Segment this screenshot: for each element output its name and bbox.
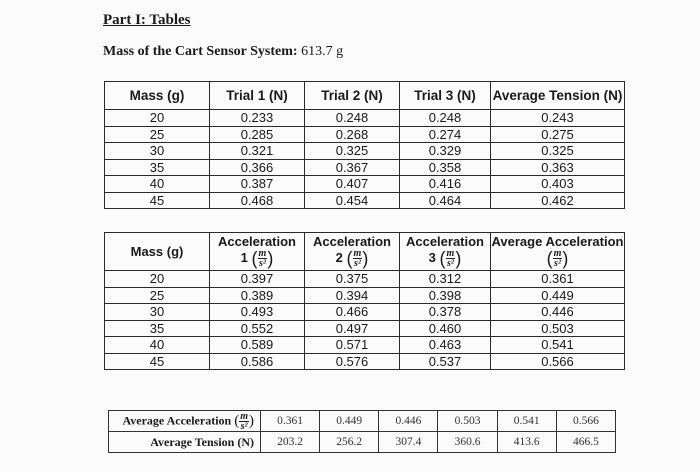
unit-fraction: $\frac{m}{\text{s²}}$ [446, 248, 455, 269]
section-heading: Part I: Tables [103, 12, 191, 28]
header-label: Acceleration [217, 234, 297, 249]
table-cell: 0.367 [305, 159, 400, 176]
header-acceleration-1: Acceleration 1 ( $\frac{m}{\text{s²}}$ ) [210, 233, 305, 271]
table-cell: 0.576 [305, 353, 400, 370]
table-cell: 0.541 [491, 337, 625, 354]
table-cell: 0.329 [400, 143, 491, 160]
header-trial-1: Trial 1 (N) [210, 82, 305, 110]
unit-fraction: $\frac{m}{\text{s²}}$ [258, 248, 267, 269]
table-row [105, 337, 625, 354]
table-row [105, 176, 625, 193]
table-cell: 0.446 [491, 304, 625, 321]
table-cell: 0.375 [305, 271, 400, 288]
table-cell: 0.394 [305, 287, 400, 304]
table-row [105, 192, 625, 209]
table-cell: 35 [105, 320, 210, 337]
summary-table [108, 410, 616, 453]
table-row [105, 304, 625, 321]
summary-cell: 307.4 [379, 432, 438, 453]
header-average-acceleration: Average Acceleration ( $\frac{m}{\text{s²}}$ ) [491, 234, 624, 269]
table-cell: 0.268 [305, 126, 400, 143]
table-cell: 0.248 [305, 110, 400, 127]
table-cell: 0.312 [400, 271, 491, 288]
table-cell: 0.464 [400, 192, 491, 209]
table-cell: 0.586 [210, 353, 305, 370]
table-cell: 0.275 [491, 126, 625, 143]
summary-cell: 360.6 [438, 432, 497, 453]
table-cell: 0.274 [400, 126, 491, 143]
table-cell: 0.398 [400, 287, 491, 304]
table-cell: 45 [105, 353, 210, 370]
summary-cell: 413.6 [497, 432, 556, 453]
summary-cell: 256.2 [320, 432, 379, 453]
table-cell: 0.468 [210, 192, 305, 209]
table-cell: 0.497 [305, 320, 400, 337]
summary-cell: 0.503 [438, 411, 497, 432]
table-cell: 0.493 [210, 304, 305, 321]
tension-table [104, 81, 625, 209]
table-cell: 0.285 [210, 126, 305, 143]
mass-value: 613.7 g [301, 44, 344, 59]
accel-header-row [105, 233, 625, 271]
table-cell: 0.325 [491, 143, 625, 160]
trial-number: 2 [335, 249, 343, 265]
table-cell: 0.537 [400, 353, 491, 370]
header-label: Acceleration [312, 234, 392, 249]
summary-cell: 0.361 [261, 411, 320, 432]
summary-cell: 0.566 [556, 411, 615, 432]
table-cell: 20 [105, 110, 210, 127]
header-mass: Mass (g) [105, 82, 210, 110]
trial-number: 3 [428, 249, 436, 265]
header-trial-3: Trial 3 (N) [400, 82, 491, 110]
table-row [105, 126, 625, 143]
table-cell: 0.243 [491, 110, 625, 127]
header-mass: Mass (g) [105, 233, 210, 271]
tension-header-row [105, 82, 625, 110]
table-cell: 0.366 [210, 159, 305, 176]
table-cell: 0.552 [210, 320, 305, 337]
table-cell: 0.378 [400, 304, 491, 321]
table-cell: 0.363 [491, 159, 625, 176]
table-cell: 0.566 [491, 353, 625, 370]
table-cell: 0.460 [400, 320, 491, 337]
table-cell: 0.589 [210, 337, 305, 354]
summary-acceleration-row [109, 411, 616, 432]
table-cell: 0.389 [210, 287, 305, 304]
table-cell: 0.454 [305, 192, 400, 209]
table-cell: 0.321 [210, 143, 305, 160]
header-label: Average Acceleration [491, 234, 624, 249]
summary-tension-row [109, 432, 616, 453]
header-label: Acceleration [405, 234, 485, 249]
table-cell: 0.407 [305, 176, 400, 193]
table-cell: 0.416 [400, 176, 491, 193]
summary-cell: 466.5 [556, 432, 615, 453]
table-row [105, 143, 625, 160]
header-average-tension: Average Tension (N) [491, 82, 625, 110]
unit-fraction: $\frac{m}{\text{s²}}$ [240, 410, 248, 432]
table-cell: 40 [105, 337, 210, 354]
acceleration-table [104, 232, 625, 370]
table-cell: 0.387 [210, 176, 305, 193]
table-cell: 0.358 [400, 159, 491, 176]
table-cell: 30 [105, 304, 210, 321]
table-cell: 45 [105, 192, 210, 209]
summary-acceleration-label: Average Acceleration ( $\frac{m}{\text{s²}}$ ) [109, 411, 261, 432]
table-cell: 0.397 [210, 271, 305, 288]
table-cell: 0.503 [491, 320, 625, 337]
table-cell: 30 [105, 143, 210, 160]
table-cell: 0.403 [491, 176, 625, 193]
trial-number: 1 [240, 249, 248, 265]
table-cell: 0.571 [305, 337, 400, 354]
unit-fraction: $\frac{m}{\text{s²}}$ [353, 248, 362, 269]
mass-label: Mass of the Cart Sensor System: [103, 44, 298, 59]
header-acceleration-2: Acceleration 2 ( $\frac{m}{\text{s²}}$ ) [305, 233, 400, 271]
table-cell: 40 [105, 176, 210, 193]
table-cell: 35 [105, 159, 210, 176]
table-row [105, 159, 625, 176]
summary-cell: 203.2 [261, 432, 320, 453]
table-cell: 0.361 [491, 271, 625, 288]
header-trial-2: Trial 2 (N) [305, 82, 400, 110]
summary-cell: 0.449 [320, 411, 379, 432]
unit-fraction: $\frac{m}{\text{s²}}$ [553, 248, 562, 269]
summary-cell: 0.541 [497, 411, 556, 432]
table-cell: 0.462 [491, 192, 625, 209]
mass-line [103, 44, 343, 60]
summary-tension-label: Average Tension (N) [109, 432, 261, 453]
table-cell: 0.449 [491, 287, 625, 304]
summary-cell: 0.446 [379, 411, 438, 432]
table-cell: 25 [105, 287, 210, 304]
header-acceleration-3: Acceleration 3 ( $\frac{m}{\text{s²}}$ ) [400, 233, 491, 271]
table-cell: 20 [105, 271, 210, 288]
table-row [105, 287, 625, 304]
table-cell: 25 [105, 126, 210, 143]
table-cell: 0.248 [400, 110, 491, 127]
table-row [105, 271, 625, 288]
table-cell: 0.466 [305, 304, 400, 321]
table-row [105, 110, 625, 127]
table-cell: 0.325 [305, 143, 400, 160]
table-cell: 0.233 [210, 110, 305, 127]
table-row [105, 353, 625, 370]
table-cell: 0.463 [400, 337, 491, 354]
table-row [105, 320, 625, 337]
